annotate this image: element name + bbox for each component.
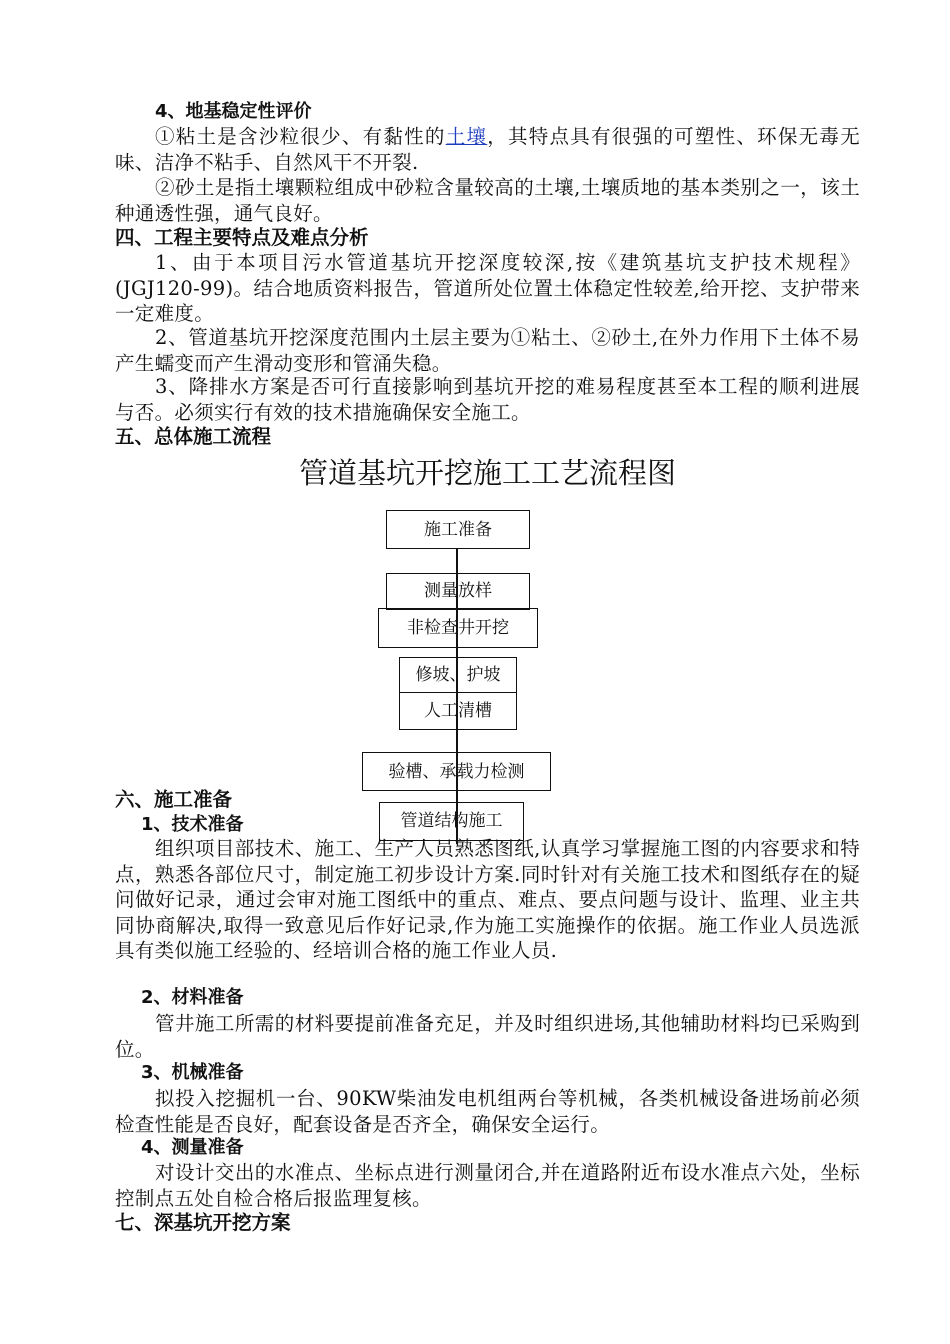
clay-text-before-link: ①粘土是含沙粒很少、有黏性的 [155,125,446,148]
flow-step-pipe-construction: 管道结构施工 [379,802,524,841]
flow-step-construction-prep: 施工准备 [386,510,530,549]
subheading-technical-prep: 1、技术准备 [141,814,244,835]
flow-step-trench-inspection: 验槽、承载力检测 [362,752,551,791]
paragraph-material-prep: 管井施工所需的材料要提前准备充足，并及时组织进场,其他辅助材料均已采购到位。 [115,1012,860,1061]
paragraph-difficulty-3: 3、降排水方案是否可行直接影响到基坑开挖的难易程度甚至本工程的顺利进展与否。必须实行有效的技术措施确保安全施工。 [115,375,860,424]
paragraph-technical-prep: 组织项目部技术、施工、生产人员熟悉图纸,认真学习掌握施工图的内容要求和特点，熟悉各部位尺寸，制定施工初步设计方案.同时针对有关施工技术和图纸存在的疑问做好记录，通过会审对施工图纸中的重点、难点、要点问题与设计、监理、业主共同协商解决,取得一致意见后作好记录,作为施工实施操作的依据。施工作业人员选派具有类似施工经验的、经培训合格的施工作业人员. [115,837,860,962]
paragraph-difficulty-2: 2、管道基坑开挖深度范围内土层主要为①粘土、②砂土,在外力作用下土体不易产生蠕变而产生滑动变形和管涌失稳。 [115,326,860,375]
paragraph-clay [115,124,860,175]
flow-step-manual-trench-cleaning: 人工清槽 [399,692,517,730]
flow-step-non-manhole-excavation: 非检查井开挖 [378,608,538,648]
heading-section-seven: 七、深基坑开挖方案 [115,1211,291,1234]
clay-text-after-link: ，其特点具有很强的可塑性、环保无毒无味、洁净不粘手、自然风干不开裂. [115,125,860,174]
subheading-foundation-stability: 4、地基稳定性评价 [155,101,312,122]
subheading-material-prep: 2、材料准备 [141,987,244,1008]
paragraph-sand: ②砂土是指土壤颗粒组成中砂粒含量较高的土壤,土壤质地的基本类别之一，该土种通透性强，通气良好。 [115,176,860,225]
paragraph-survey-prep: 对设计交出的水准点、坐标点进行测量闭合,并在道路附近布设水准点六处，坐标控制点五处自检合格后报监理复核。 [115,1161,860,1210]
flow-step-surveying: 测量放样 [386,573,530,610]
heading-section-four: 四、工程主要特点及难点分析 [115,226,369,249]
heading-section-five: 五、总体施工流程 [115,425,272,448]
soil-link[interactable]: 土壤 [445,125,488,148]
flowchart-title: 管道基坑开挖施工工艺流程图 [298,456,676,490]
subheading-survey-prep: 4、测量准备 [141,1137,244,1158]
paragraph-difficulty-1: 1、由于本项目污水管道基坑开挖深度较深,按《建筑基坑支护技术规程》(JGJ120-99)。结合地质资料报告，管道所处位置土体稳定性较差,给开挖、支护带来一定难度。 [115,251,860,325]
flow-step-slope-repair: 修坡、护坡 [399,657,517,693]
heading-section-six: 六、施工准备 [115,788,233,811]
subheading-machinery-prep: 3、机械准备 [141,1062,244,1083]
paragraph-machinery-prep: 拟投入挖掘机一台、90KW柴油发电机组两台等机械，各类机械设备进场前必须检查性能是否良好，配套设备是否齐全，确保安全运行。 [115,1087,860,1136]
